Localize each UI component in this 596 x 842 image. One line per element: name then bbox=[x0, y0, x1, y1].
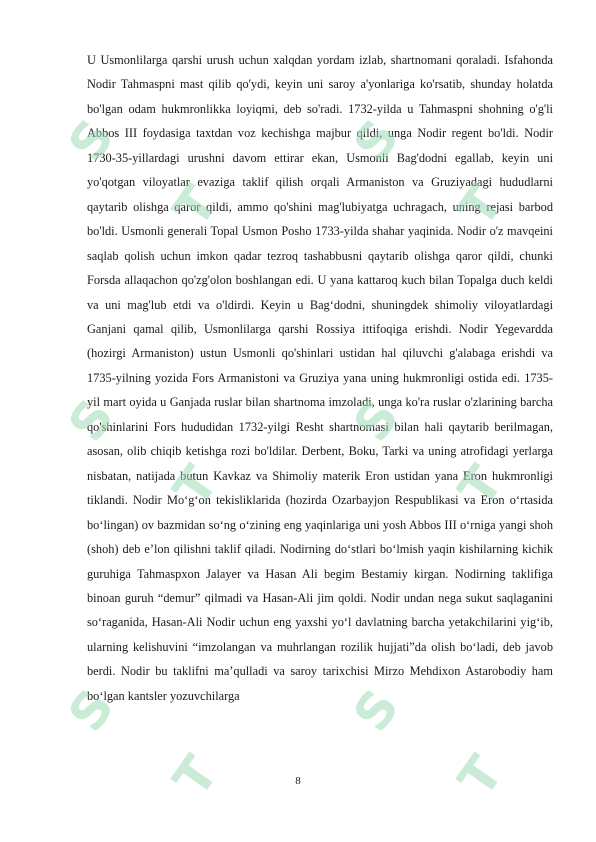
watermark-glyph: T bbox=[162, 737, 236, 807]
watermark-glyph: S bbox=[342, 100, 417, 172]
watermark-glyph: S bbox=[342, 380, 417, 452]
watermark-glyph: T bbox=[447, 167, 521, 237]
watermark-glyph: S bbox=[57, 670, 132, 742]
watermark-glyph: T bbox=[162, 167, 236, 237]
watermark-glyph: T bbox=[447, 447, 521, 517]
page-number: 8 bbox=[295, 775, 301, 787]
watermark-glyph: T bbox=[162, 447, 236, 517]
watermark-mark bbox=[447, 737, 520, 806]
watermark-glyph: T bbox=[447, 737, 521, 807]
watermark-glyph: S bbox=[57, 380, 132, 452]
body-paragraph: U Usmonlilarga qarshi urush uchun xalqdan yordam izlab, shartnomani qoraladi. Isfahonda Nodir Tahmaspni mast qilib qo'ydi, keyin uni saroy a'yonlariga ko'rsatib, shunday holatda bo'lgan odam hukmronlikka loyiqmi, deb so'radi. 1732-yilda u Tahmaspni shohning o'g'li Abbos III foydasiga taxtdan voz kechishga majbur qildi, unga Nodir regent bo'ldi. Nodir 1730-35-yillardagi urushni davom ettirar ekan, Usmonli Bag'dodni egallab, keyin uni yo'qotgan viloyatlar evaziga taklif qilish orqali Armaniston va Gruziyadagi hududlarni qaytarib olishga qaror qildi, ammo qo'shini mag'lubiyatga uchragach, uning rejasi barbod bo'ldi. Usmonli generali Topal Usmon Posho 1733-yilda shahar yaqinida. Nodir o'z mavqeini saqlab qolish uchun imkon qadar tezroq tashabbusni qaytarib olishga qaror qildi, chunki Forsda allaqachon qo'zg'olon boshlangan edi. U yana kattaroq kuch bilan Topalga duch keldi va uni mag'lub etdi va o'ldirdi. Keyin u Bag‘dodni, shuningdek shimoliy viloyatlardagi Ganjani qamal qilib, Usmonlilarga qarshi Rossiya ittifoqiga erishdi. Nodir Yegevardda (hozirgi Armaniston) ustun Usmonli qo'shinlari ustidan hal qiluvchi g'alabaga erishdi va 1735-yilning yozida Fors Armanistoni va Gruziya yana uning hukmronligi ostida edi. 1735-yil mart oyida u Ganjada ruslar bilan shartnoma imzoladi, unga ko'ra ruslar o'zlarining barcha qo'shinlarini Fors hududidan 1732-yilgi Resht shartnomasi bilan hali qaytarib berilmagan, asosan, olib chiqib ketishga rozi bo'ldilar. Derbent, Boku, Tarki va uning atrofidagi yerlarga nisbatan, natijada butun Kavkaz va Shimoliy materik Eron ustidan yana Eron hukmronligi tiklandi. Nodir Mo‘g‘on tekisliklarida (hozirda Ozarbayjon Respublikasi va Eron o‘rtasida bo‘lingan) ov bazmidan so‘ng o‘zining eng yaqinlariga uni yosh Abbos III o‘rniga yangi shoh (shoh) deb e’lon qilishni taklif qiladi. Nodirning do‘stlari bo‘lmish yaqin kishilarning kichik guruhiga Tahmaspxon Jalayer va Hasan Ali begim Bestamiy kirgan. Nodirning taklifiga binoan guruh “demur” qilmadi va Hasan-Ali jim qoldi. Nodir undan nega sukut saqlaganini so‘raganida, Hasan-Ali Nodir uchun eng yaxshi yo‘l davlatning barcha yetakchilarini yig‘ib, ularning kelishuvini “imzolangan va muhrlangan rozilik hujjati”da olish bo‘ladi, deb javob berdi. Nodir bu taklifni ma’qulladi va saroy tarixchisi Mirzo Mehdixon Astarobodiy ham bo‘lgan kantsler yozuvchilarga bbox=[87, 53, 553, 703]
watermark-mark bbox=[162, 737, 235, 806]
watermark-glyph: S bbox=[342, 670, 417, 742]
watermark-glyph: S bbox=[57, 100, 132, 172]
